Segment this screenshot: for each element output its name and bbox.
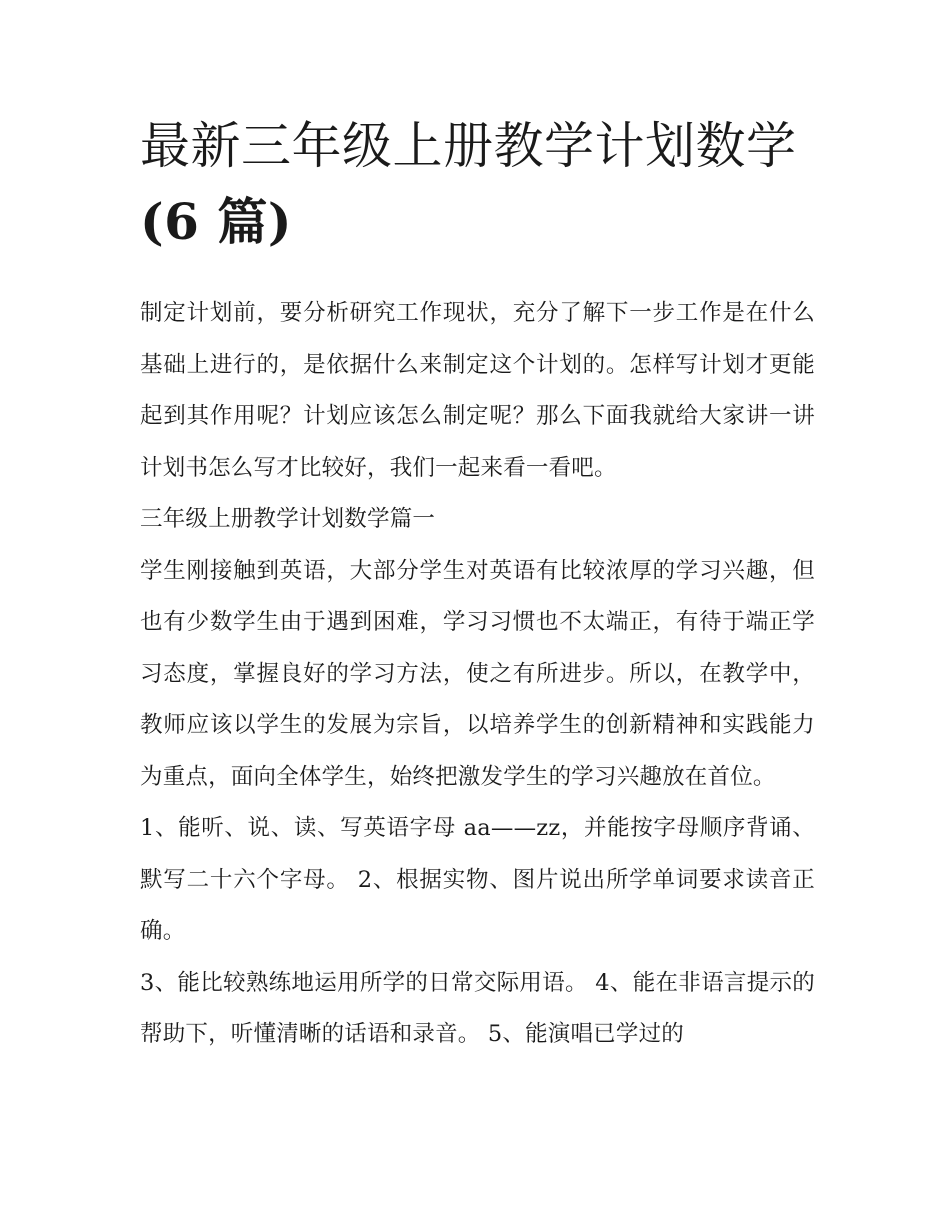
document-page (140, 108, 815, 1061)
intro-paragraph: 制定计划前，要分析研究工作现状，充分了解下一步工作是在什么基础上进行的，是依据什么来制定这个计划的。怎样写计划才更能起到其作用呢？计划应该怎么制定呢？那么下面我就给大家讲一讲计划书怎么写才比较好，我们一起来看一看吧。 (140, 300, 815, 481)
body-paragraph-2: 1、能听、说、读、写英语字母 aa——zz，并能按字母顺序背诵、默写二十六个字母。 2、根据实物、图片说出所学单词要求读音正确。 (140, 815, 815, 944)
body-paragraph-3: 3、能比较熟练地运用所学的日常交际用语。 4、能在非语言提示的帮助下，听懂清晰的话语和录音。 5、能演唱已学过的 (140, 969, 815, 1047)
document-title (140, 108, 815, 260)
document-title-main: 最新三年级上册教学计划数学 (140, 117, 797, 175)
body-paragraph-1: 学生刚接触到英语，大部分学生对英语有比较浓厚的学习兴趣，但也有少数学生由于遇到困难，学习习惯也不太端正，有待于端正学习态度，掌握良好的学习方法，使之有所进步。所以，在教学中，教师应该以学生的发展为宗旨，以培养学生的创新精神和实践能力为重点，面向全体学生，始终把激发学生的学习兴趣放在首位。 (140, 557, 815, 790)
document-title-suffix: (6 篇) (140, 192, 293, 251)
section-heading: 三年级上册教学计划数学篇一 (140, 506, 436, 532)
